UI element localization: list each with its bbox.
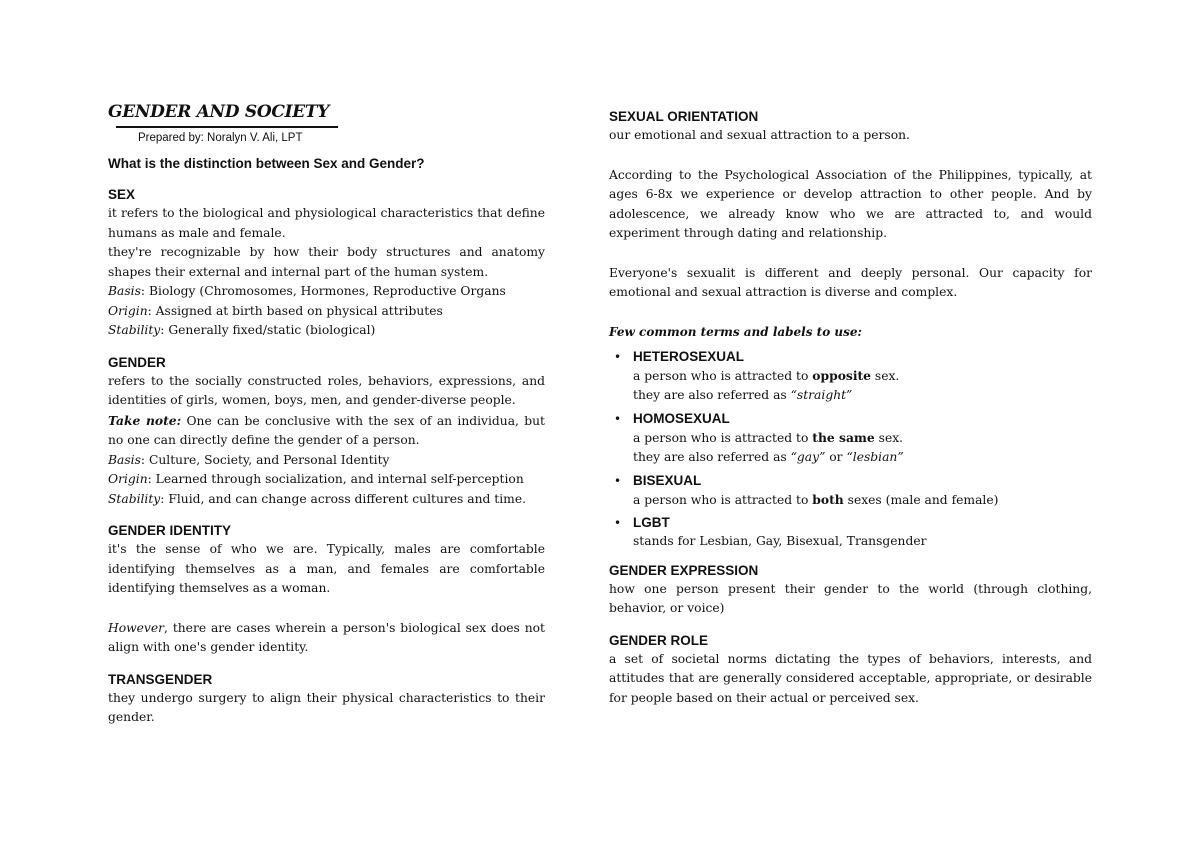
term-alias-value: “gay” [790, 450, 826, 464]
main-question: What is the distinction between Sex and Gender? [108, 156, 425, 171]
terms-list [609, 348, 1092, 552]
section-heading-gender-identity: GENDER IDENTITY [108, 523, 232, 538]
term-name: BISEXUAL [633, 472, 702, 488]
term-alias [633, 386, 1092, 406]
gender-stability [108, 490, 545, 510]
stability-text: : Fluid, and can change across different cultures and time. [160, 491, 527, 506]
term-alias-value: “lesbian” [846, 450, 904, 464]
gender-note [108, 411, 545, 451]
gender-identity-however [108, 619, 545, 658]
sex-basis [108, 282, 545, 302]
list-item [609, 348, 1092, 406]
gender-role-text: a set of societal norms dictating the types of behaviors, interests, and attitudes that are generally considered acceptable, appropriate, or desirable for people based on their actual or perceived sex. [609, 651, 1092, 705]
term-definition [633, 428, 1092, 449]
term-emphasis: the same [812, 429, 875, 445]
bullet-icon: • [614, 516, 622, 530]
term-definition [633, 366, 1092, 387]
term-emphasis: both [812, 491, 844, 507]
section-heading-sex: SEX [108, 187, 136, 202]
basis-label: Basis [108, 452, 141, 467]
basis-label: Basis [108, 284, 141, 298]
term-definition [633, 490, 1092, 511]
list-item [609, 410, 1092, 468]
origin-label: Origin [108, 472, 148, 486]
section-heading-gender: GENDER [108, 354, 166, 370]
term-emphasis: opposite [812, 367, 871, 383]
sex-origin [108, 302, 545, 322]
take-note-text: One can be conclusive with the sex of an individua, but no one can directly define the gender of a person. [108, 413, 545, 447]
gender-identity-text: it's the sense of who we are. Typically, males are comfortable identifying themselves as a man, and females are comfortable identifying themselves as a woman. [108, 542, 545, 595]
term-text: sex. [871, 368, 900, 383]
term-text: a person who is attracted to [633, 492, 813, 507]
bullet-icon: • [614, 473, 622, 488]
list-item [609, 472, 1092, 511]
transgender-text: they undergo surgery to align their physical characteristics to their gender. [108, 690, 545, 724]
sexual-orientation-diversity: Everyone's sexualit is different and deeply personal. Our capacity for emotional and sexual attraction is diverse and complex. [609, 265, 1092, 299]
term-text: they are also referred as [633, 388, 791, 402]
term-name: LGBT [633, 515, 670, 530]
bullet-icon: • [614, 411, 622, 426]
sexual-orientation-psych-association: According to the Psychological Association of the Philippines, typically, at ages 6-8x we experience or develop attraction to other people. And by adolescence, we already know who we are attracted to, and would experiment through dating and relationship. [609, 167, 1092, 240]
section-heading-sexual-orientation: SEXUAL ORIENTATION [609, 109, 759, 124]
term-text: a person who is attracted to [633, 430, 813, 445]
sexual-orientation-definition: our emotional and sexual attraction to a person. [609, 128, 910, 142]
term-text: a person who is attracted to [633, 368, 813, 383]
section-heading-gender-expression: GENDER EXPRESSION [609, 562, 759, 578]
however-text: , there are cases wherein a person's biological sex does not align with one's gender identity. [108, 620, 545, 654]
term-name: HOMOSEXUAL [633, 410, 730, 426]
term-text: sexes (male and female) [843, 492, 999, 507]
list-item [609, 514, 1092, 552]
stability-label: Stability [108, 323, 161, 337]
sex-recognition: they're recognizable by how their body structures and anatomy shapes their external and internal part of the human system. [108, 245, 545, 279]
origin-text: : Learned through socialization, and internal self-perception [147, 472, 524, 486]
section-heading-gender-role: GENDER ROLE [609, 632, 709, 648]
bullet-icon: • [614, 349, 622, 364]
however-label: However [108, 620, 165, 635]
origin-text: : Assigned at birth based on physical attributes [147, 303, 443, 318]
term-text: sex. [874, 430, 904, 445]
byline: Prepared by: Noralyn V. Ali, LPT [138, 132, 303, 144]
basis-text: : Culture, Society, and Personal Identity [140, 452, 390, 467]
term-text: stands for Lesbian, Gay, Bisexual, Transgender [633, 534, 927, 548]
term-name: HETEROSEXUAL [633, 348, 745, 364]
take-note-label: Take note: [108, 412, 182, 428]
term-alias-value: “straight” [790, 388, 853, 402]
document-title: GENDER AND SOCIETY [108, 102, 330, 122]
sex-stability [108, 321, 545, 341]
gender-expression-text: how one person present their gender to the world (through clothing, behavior, or voice) [609, 581, 1092, 615]
term-definition [633, 532, 1092, 552]
term-text: or [825, 450, 847, 464]
gender-origin [108, 470, 545, 490]
origin-label: Origin [108, 303, 148, 318]
gender-definition: refers to the socially constructed roles, behaviors, expressions, and identities of girls, women, boys, men, and gender-diverse people. [108, 373, 545, 407]
title-underline [116, 126, 338, 128]
gender-basis [108, 451, 545, 471]
stability-label: Stability [108, 491, 161, 506]
basis-text: : Biology (Chromosomes, Hormones, Reproductive Organs [140, 284, 506, 298]
stability-text: : Generally fixed/static (biological) [160, 323, 376, 337]
section-heading-transgender: TRANSGENDER [108, 671, 213, 687]
sex-definition: it refers to the biological and physiological characteristics that define humans as male and female. [108, 206, 545, 240]
left-column [108, 100, 545, 728]
term-text: they are also referred as [633, 450, 791, 464]
right-column [609, 108, 1092, 708]
term-alias [633, 448, 1092, 468]
terms-intro: Few common terms and labels to use: [609, 324, 862, 339]
